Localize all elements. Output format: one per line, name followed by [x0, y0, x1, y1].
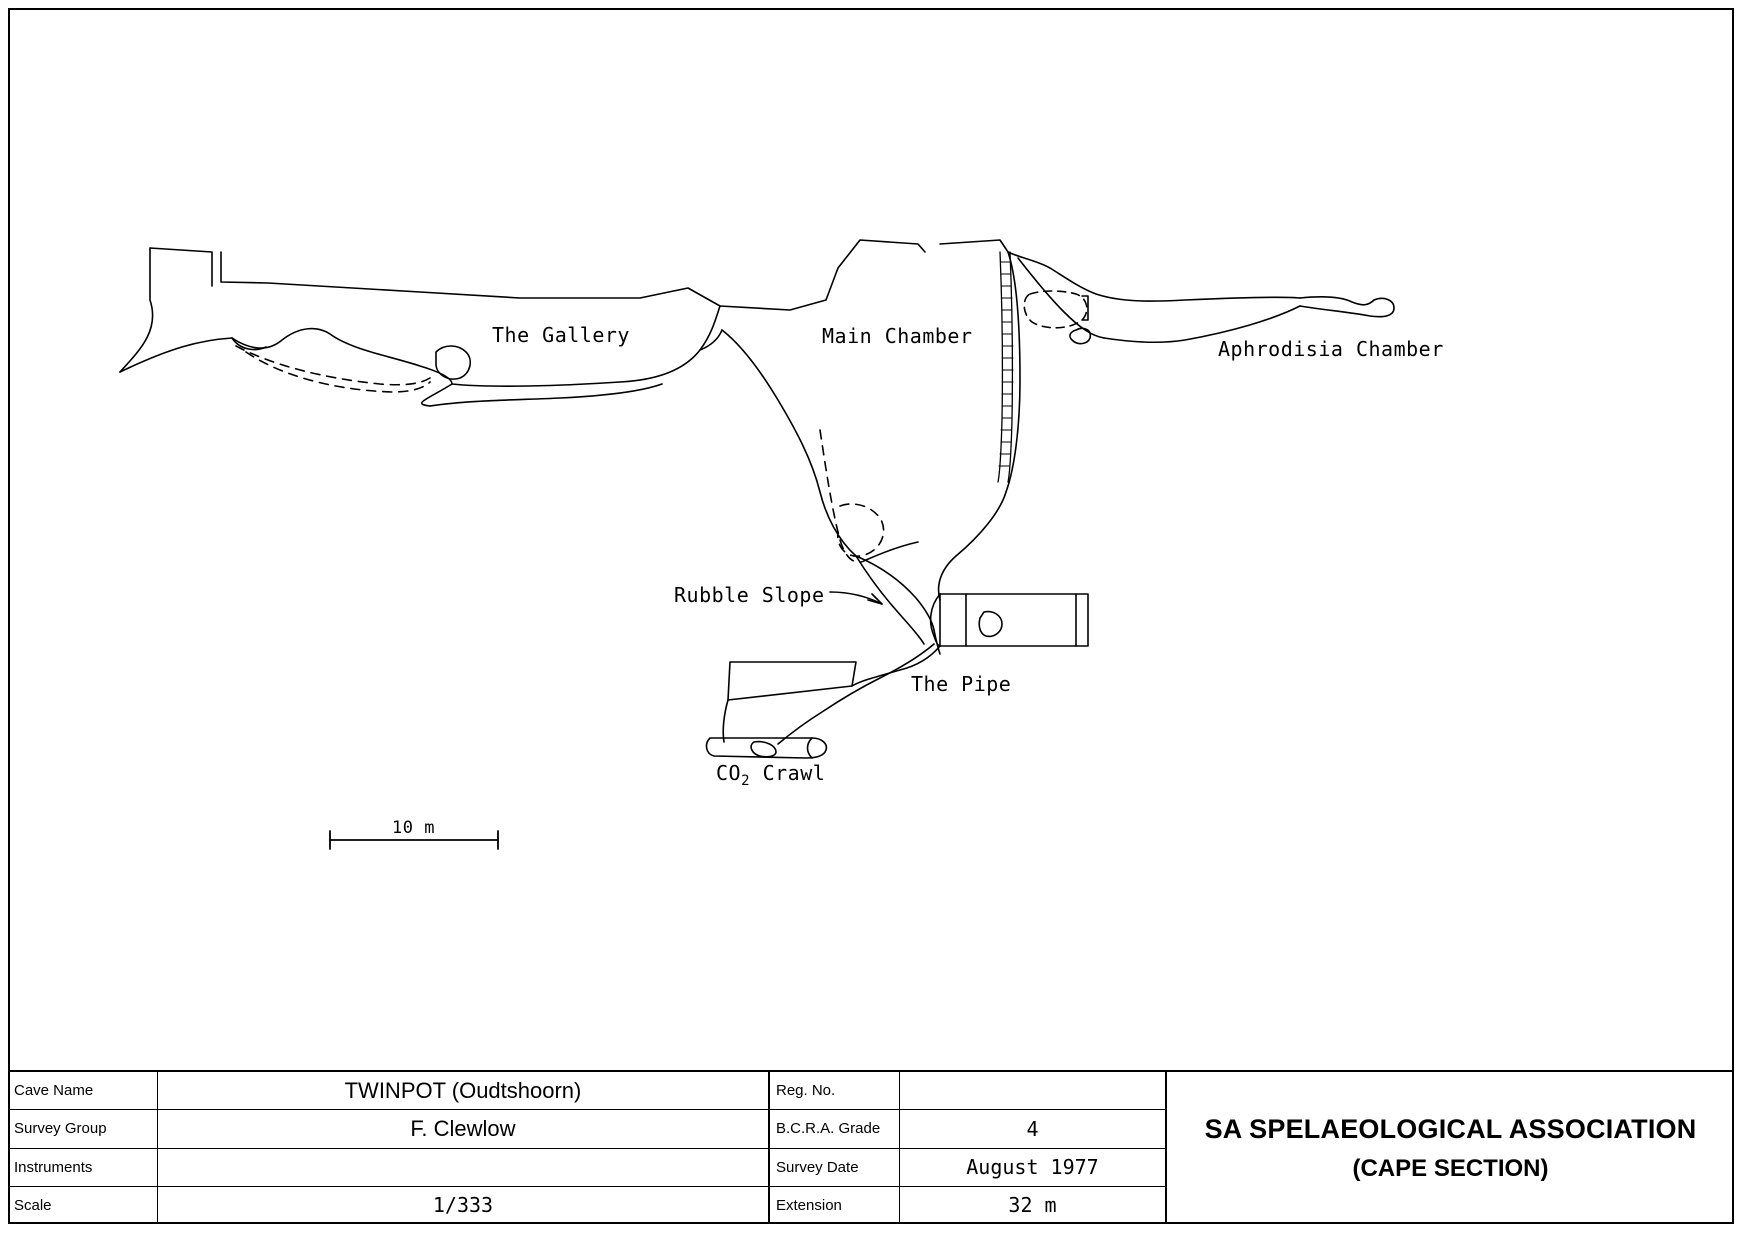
title-value-extension: 32 m [1008, 1193, 1057, 1218]
label-co2-crawl [716, 761, 825, 789]
title-row-survey-group [8, 1110, 768, 1148]
label-the-pipe: The Pipe [911, 672, 1012, 696]
scale-bar-label: 10 m [392, 818, 435, 838]
title-block-association [1165, 1072, 1734, 1224]
title-value-instruments [158, 1149, 768, 1186]
association-section: (CAPE SECTION) [1352, 1154, 1549, 1182]
title-key-survey-group: Survey Group [8, 1110, 158, 1147]
title-row-bcra-grade [770, 1110, 1165, 1148]
title-block-middle-column [768, 1072, 1165, 1224]
title-value-survey-group: F. Clewlow [410, 1115, 516, 1141]
title-value-bcra-grade: 4 [1026, 1116, 1039, 1141]
title-row-survey-date [770, 1149, 1165, 1187]
title-row-scale [8, 1187, 768, 1224]
title-key-instruments: Instruments [8, 1149, 158, 1186]
title-key-extension: Extension [770, 1187, 900, 1224]
label-main-chamber: Main Chamber [822, 324, 973, 348]
association-name: SA SPELAEOLOGICAL ASSOCIATION [1204, 1113, 1697, 1144]
co2-label-pre: CO [716, 761, 742, 785]
sheet-border [8, 8, 1734, 1224]
title-value-cave-name: TWINPOT (Oudtshoorn) [344, 1077, 582, 1103]
label-the-gallery: The Gallery [492, 323, 630, 347]
title-key-cave-name: Cave Name [8, 1072, 158, 1109]
title-key-scale: Scale [8, 1187, 158, 1224]
title-key-reg-no: Reg. No. [770, 1072, 900, 1109]
title-row-cave-name [8, 1072, 768, 1110]
title-value-reg-no [900, 1072, 1165, 1109]
co2-label-subscript: 2 [741, 773, 751, 789]
title-block [8, 1070, 1734, 1224]
title-row-instruments [8, 1149, 768, 1187]
title-value-scale: 1/333 [432, 1193, 494, 1218]
co2-label-post: Crawl [750, 761, 826, 785]
label-aphrodisia-chamber: Aphrodisia Chamber [1218, 337, 1444, 361]
title-key-survey-date: Survey Date [770, 1149, 900, 1186]
title-row-reg-no [770, 1072, 1165, 1110]
label-rubble-slope: Rubble Slope [674, 583, 825, 607]
title-block-left-column [8, 1072, 768, 1224]
title-row-extension [770, 1187, 1165, 1224]
title-value-survey-date: August 1977 [966, 1155, 1099, 1180]
title-key-bcra-grade: B.C.R.A. Grade [770, 1110, 900, 1147]
